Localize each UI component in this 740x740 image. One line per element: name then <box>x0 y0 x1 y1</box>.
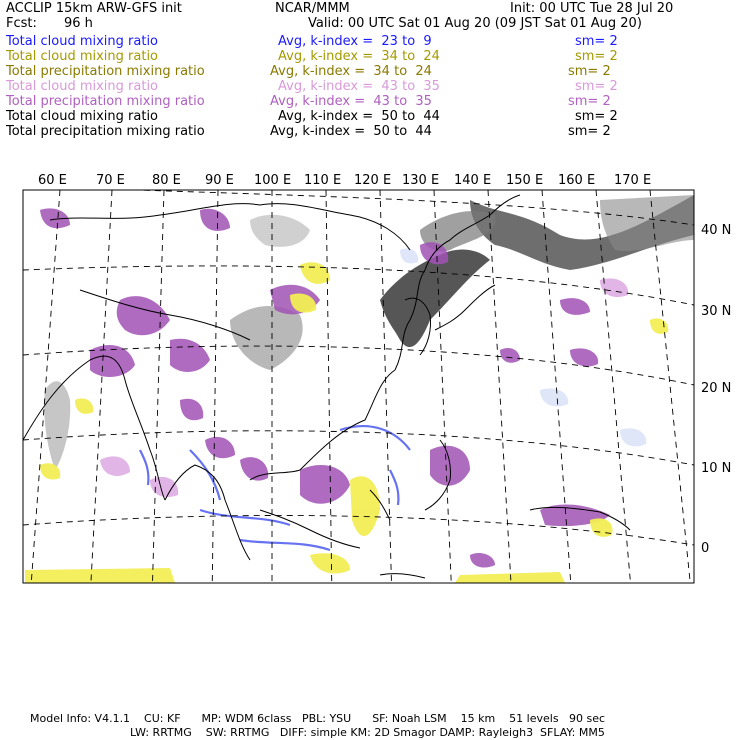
legend-avg-6: Avg, k-index = 50 to 44 <box>278 109 440 124</box>
map-fields <box>23 185 694 600</box>
fcst-value: 96 h <box>64 16 93 31</box>
legend-avg-4: Avg, k-index = 43 to 35 <box>278 79 440 94</box>
lon-label: 90 E <box>205 173 234 188</box>
lon-label: 80 E <box>152 173 181 188</box>
lon-label: 140 E <box>454 173 492 188</box>
legend-name-1: Total cloud mixing ratio <box>6 34 159 49</box>
legend-sm-3: sm= 2 <box>568 64 611 79</box>
precip-purple <box>40 208 610 567</box>
lat-label: 40 N <box>701 223 732 238</box>
legend-sm-7: sm= 2 <box>568 124 611 139</box>
lat-label: 10 N <box>701 461 732 476</box>
lon-label: 170 E <box>614 173 652 188</box>
cloud-gray-china <box>250 215 310 247</box>
footer-model-info: Model Info: V4.1.1 CU: KF MP: WDM 6class PBL: YSU SF: Noah LSM 15 km 51 levels 90 sec <box>30 712 606 725</box>
legend-avg-2: Avg, k-index = 34 to 24 <box>278 49 440 64</box>
footer-physics-info: LW: RRTMG SW: RRTMG DIFF: simple KM: 2D Smagor DAMP: Rayleigh3 SFLAY: MM5 <box>130 726 605 739</box>
lon-label: 60 E <box>38 173 67 188</box>
legend-name-4: Total cloud mixing ratio <box>6 79 159 94</box>
legend-name-6: Total cloud mixing ratio <box>6 109 159 124</box>
lon-label: 150 E <box>506 173 544 188</box>
lon-label: 70 E <box>96 173 125 188</box>
header-valid: Valid: 00 UTC Sat 01 Aug 20 (09 JST Sat 01 Aug 20) <box>308 16 642 31</box>
legend-name-7: Total precipitation mixing ratio <box>6 124 205 139</box>
lon-label: 120 E <box>354 173 392 188</box>
header-init: Init: 00 UTC Tue 28 Jul 20 <box>510 1 674 16</box>
legend-sm-4: sm= 2 <box>575 79 618 94</box>
legend-avg-1: Avg, k-index = 23 to 9 <box>278 34 432 49</box>
legend-name-3: Total precipitation mixing ratio <box>6 64 205 79</box>
legend-name-2: Total cloud mixing ratio <box>6 49 159 64</box>
lat-label: 20 N <box>701 381 732 396</box>
lon-label: 130 E <box>402 173 440 188</box>
lon-labels <box>38 173 651 188</box>
cloud-gray-india <box>44 381 70 470</box>
legend-sm-5: sm= 2 <box>568 94 611 109</box>
lon-label: 110 E <box>304 173 342 188</box>
lat-label: 0 <box>701 541 710 556</box>
legend-sm-1: sm= 2 <box>575 34 618 49</box>
header-title: ACCLIP 15km ARW-GFS init <box>6 1 182 16</box>
lon-label: 100 E <box>254 173 292 188</box>
legend-avg-5: Avg, k-index = 43 to 35 <box>270 94 432 109</box>
cloud-band-japan <box>380 250 490 347</box>
legend-name-5: Total precipitation mixing ratio <box>6 94 205 109</box>
lon-label: 160 E <box>558 173 596 188</box>
cloud-band-far-east <box>600 195 694 251</box>
fcst-label: Fcst: <box>6 16 37 31</box>
legend-sm-2: sm= 2 <box>575 49 618 64</box>
lat-label: 30 N <box>701 304 732 319</box>
legend-avg-3: Avg, k-index = 34 to 24 <box>270 64 432 79</box>
lat-labels <box>701 223 731 556</box>
cloud-light-purple <box>100 278 628 497</box>
legend-avg-7: Avg, k-index = 50 to 44 <box>270 124 432 139</box>
cloud-gray-tibet <box>230 306 303 370</box>
header-center: NCAR/MMM <box>275 1 350 16</box>
legend-sm-6: sm= 2 <box>575 109 618 124</box>
